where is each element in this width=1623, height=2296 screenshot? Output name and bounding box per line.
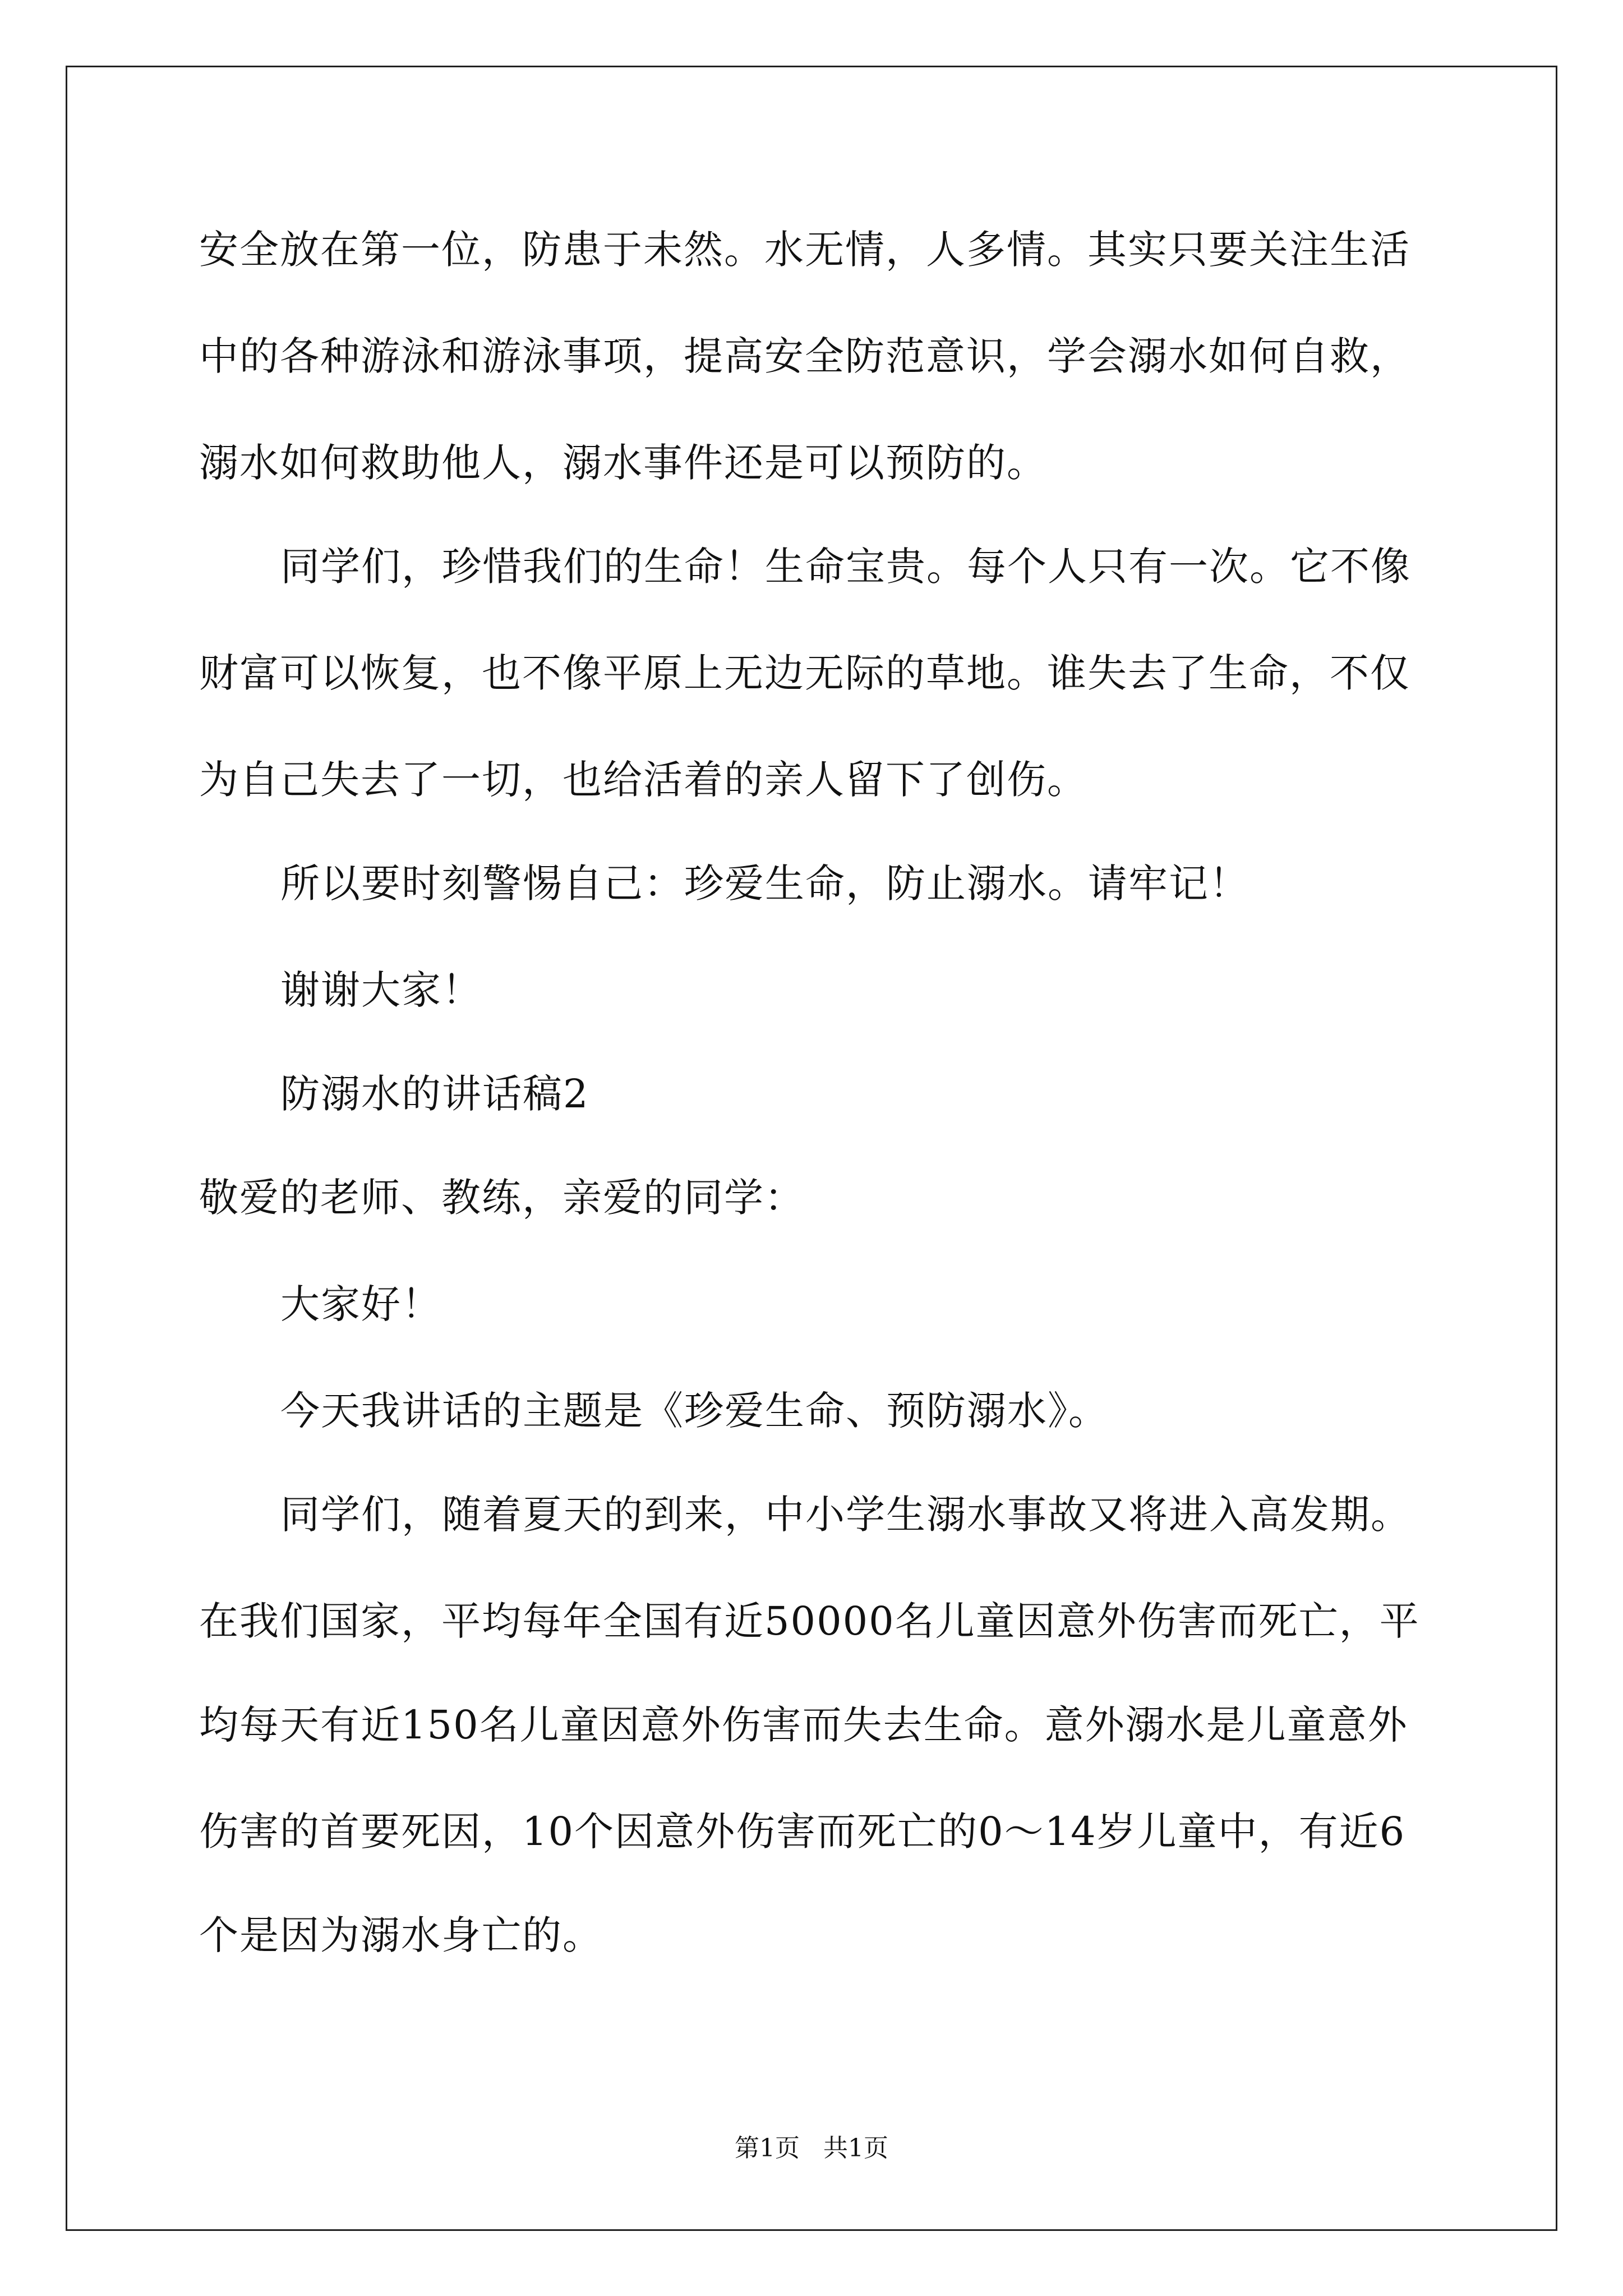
paragraph-line: 同学们，珍惜我们的生命！生命宝贵。每个人只有一次。它不像	[280, 544, 1411, 590]
paragraph-line: 所以要时刻警惕自己：珍爱生命，防止溺水。请牢记！	[280, 861, 1249, 907]
paragraph-line: 在我们国家，平均每年全国有近50000名儿童因意外伤害而死亡，平	[199, 1598, 1420, 1644]
page-border	[66, 66, 1557, 2231]
paragraph-line: 中的各种游泳和游泳事项，提高安全防范意识，学会溺水如何自救，	[199, 333, 1410, 379]
paragraph-line: 谢谢大家！	[280, 967, 482, 1013]
paragraph-line: 伤害的首要死因，10个因意外伤害而死亡的0～14岁儿童中，有近6	[199, 1809, 1406, 1855]
paragraph-line: 为自己失去了一切，也给活着的亲人留下了创伤。	[199, 757, 1087, 803]
paragraph-line: 安全放在第一位，防患于未然。水无情，人多情。其实只要关注生活	[199, 227, 1410, 273]
paragraph-line: 溺水如何救助他人，溺水事件还是可以预防的。	[199, 440, 1047, 486]
paragraph-line: 个是因为溺水身亡的。	[199, 1912, 603, 1958]
section-heading: 防溺水的讲话稿2	[280, 1071, 589, 1117]
greeting-line: 大家好！	[280, 1281, 442, 1327]
salutation-line: 敬爱的老师、教练，亲爱的同学：	[199, 1175, 805, 1221]
paragraph-line: 同学们，随着夏天的到来，中小学生溺水事故又将进入高发期。	[280, 1492, 1411, 1538]
paragraph-line: 财富可以恢复，也不像平原上无边无际的草地。谁失去了生命，不仅	[199, 650, 1410, 696]
paragraph-line: 今天我讲话的主题是《珍爱生命、预防溺水》。	[280, 1388, 1109, 1434]
paragraph-line: 均每天有近150名儿童因意外伤害而失去生命。意外溺水是儿童意外	[199, 1702, 1408, 1748]
page-footer: 第1页 共1页	[735, 2134, 888, 2162]
